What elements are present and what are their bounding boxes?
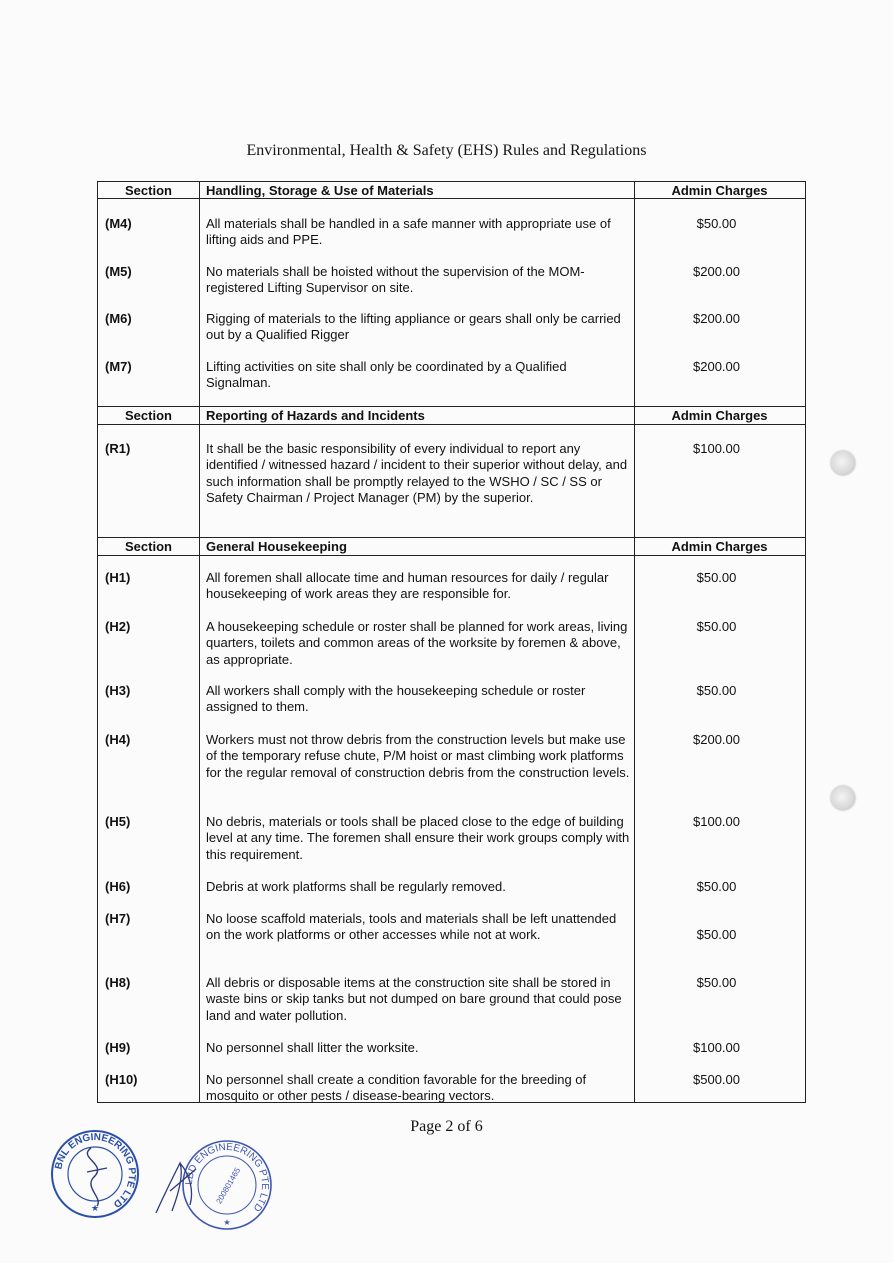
rule-code: (M5) [105, 264, 132, 279]
rule-text: No materials shall be hoisted without the supervision of the MOM-registered Lifting Supervisor on site. [206, 264, 585, 296]
punch-hole [831, 451, 855, 475]
rule-text: All materials shall be handled in a safe manner with appropriate use of lifting aids and PPE. [206, 216, 611, 248]
section-heading-materials: Handling, Storage & Use of Materials [206, 183, 434, 198]
rule-text: A housekeeping schedule or roster shall be planned for work areas, living quarters, toilets and common areas of the worksite by foremen & above, as appropriate. [206, 619, 628, 667]
rule-charge: $100.00 [693, 441, 740, 456]
svg-text:BNL ENGINEERING PTE LTD: BNL ENGINEERING PTE LTD [53, 1131, 138, 1210]
rule-text: Rigging of materials to the lifting appliance or gears shall only be carried out by a Qualified Rigger [206, 311, 621, 343]
rule-code: (R1) [105, 441, 131, 456]
rule-code: (H8) [105, 975, 131, 990]
punch-hole [831, 786, 855, 810]
rule-charge: $50.00 [696, 683, 737, 698]
document-title: Environmental, Health & Safety (EHS) Rules and Regulations [246, 142, 647, 159]
rule-code: (H9) [105, 1040, 131, 1055]
section-column-header: Section [125, 408, 172, 423]
rule-code: (M7) [105, 359, 132, 374]
rule-text: All debris or disposable items at the construction site shall be stored in waste bins or skip tanks but not dumped on bare ground that could pose land and water pollution. [206, 975, 622, 1023]
rule-charge: $200.00 [693, 359, 740, 374]
rule-code: (H6) [105, 879, 131, 894]
rule-charge: $50.00 [696, 927, 737, 942]
svg-text:★: ★ [90, 1203, 100, 1213]
section-heading-housekeeping: General Housekeeping [206, 539, 347, 554]
section-column-header: Section [125, 539, 172, 554]
rule-charge: $200.00 [693, 264, 740, 279]
rule-charge: $100.00 [693, 1040, 740, 1055]
charges-column-header: Admin Charges [671, 183, 768, 198]
column-divider [199, 182, 200, 1102]
rule-charge: $50.00 [696, 975, 737, 990]
page-number: Page 2 of 6 [410, 1118, 483, 1135]
rule-text: Workers must not throw debris from the construction levels but make use of the temporary refuse chute, P/M hoist or mast climbing work platforms for the regular removal of construction debris from the construction levels. [206, 732, 630, 780]
rule-text: Lifting activities on site shall only be coordinated by a Qualified Signalman. [206, 359, 567, 391]
rule-charge: $50.00 [696, 879, 737, 894]
rule-charge: $50.00 [696, 619, 737, 634]
rule-text: It shall be the basic responsibility of every individual to report any identified / witnessed hazard / incident to their superior without delay, and such information shall be promptly relayed to the WSHO / SC / SS or Safety Chairman / Project Manager (PM) by the superior. [206, 441, 628, 505]
section-column-header: Section [125, 183, 172, 198]
rule-charge: $50.00 [696, 216, 737, 231]
company-stamp-lbd [150, 1135, 275, 1235]
rule-charge: $50.00 [696, 570, 737, 585]
rule-charge: $500.00 [693, 1072, 740, 1087]
rule-code: (H4) [105, 732, 131, 747]
company-stamp-bnl [47, 1128, 143, 1220]
svg-text:★: ★ [223, 1218, 231, 1227]
rule-charge: $200.00 [693, 732, 740, 747]
rule-code: (H10) [105, 1072, 138, 1087]
rule-text: All foremen shall allocate time and human resources for daily / regular housekeeping of work areas they are responsible for. [206, 570, 609, 602]
rule-code: (M4) [105, 216, 132, 231]
rule-text: No personnel shall litter the worksite. [206, 1040, 419, 1055]
row-divider [98, 406, 805, 407]
rule-text: No debris, materials or tools shall be placed close to the edge of building level at any time. The foremen shall ensure their work groups comply with this requirement. [206, 814, 630, 862]
rule-code: (H2) [105, 619, 131, 634]
row-divider [98, 555, 805, 556]
rule-text: All workers shall comply with the housekeeping schedule or roster assigned to them. [206, 683, 586, 715]
row-divider [98, 198, 805, 199]
rule-charge: $200.00 [693, 311, 740, 326]
rule-text: No loose scaffold materials, tools and materials shall be left unattended on the work platforms or other accesses while not at work. [206, 911, 617, 943]
section-heading-reporting: Reporting of Hazards and Incidents [206, 408, 425, 423]
svg-text:200801465: 200801465 [214, 1166, 243, 1206]
rule-code: (H3) [105, 683, 131, 698]
row-divider [98, 537, 805, 538]
row-divider [98, 424, 805, 425]
charges-column-header: Admin Charges [671, 539, 768, 554]
charges-column-header: Admin Charges [671, 408, 768, 423]
rules-table [97, 181, 806, 1103]
rule-text: No personnel shall create a condition favorable for the breeding of mosquito or other pests / disease-bearing vectors. [206, 1072, 587, 1104]
rule-code: (H1) [105, 570, 131, 585]
rule-code: (H5) [105, 814, 131, 829]
svg-text:LBD ENGINEERING PTE LTD: LBD ENGINEERING PTE LTD [183, 1141, 271, 1214]
column-divider [634, 182, 635, 1102]
rule-charge: $100.00 [693, 814, 740, 829]
rule-text: Debris at work platforms shall be regularly removed. [206, 879, 506, 894]
rule-code: (H7) [105, 911, 131, 926]
rule-code: (M6) [105, 311, 132, 326]
